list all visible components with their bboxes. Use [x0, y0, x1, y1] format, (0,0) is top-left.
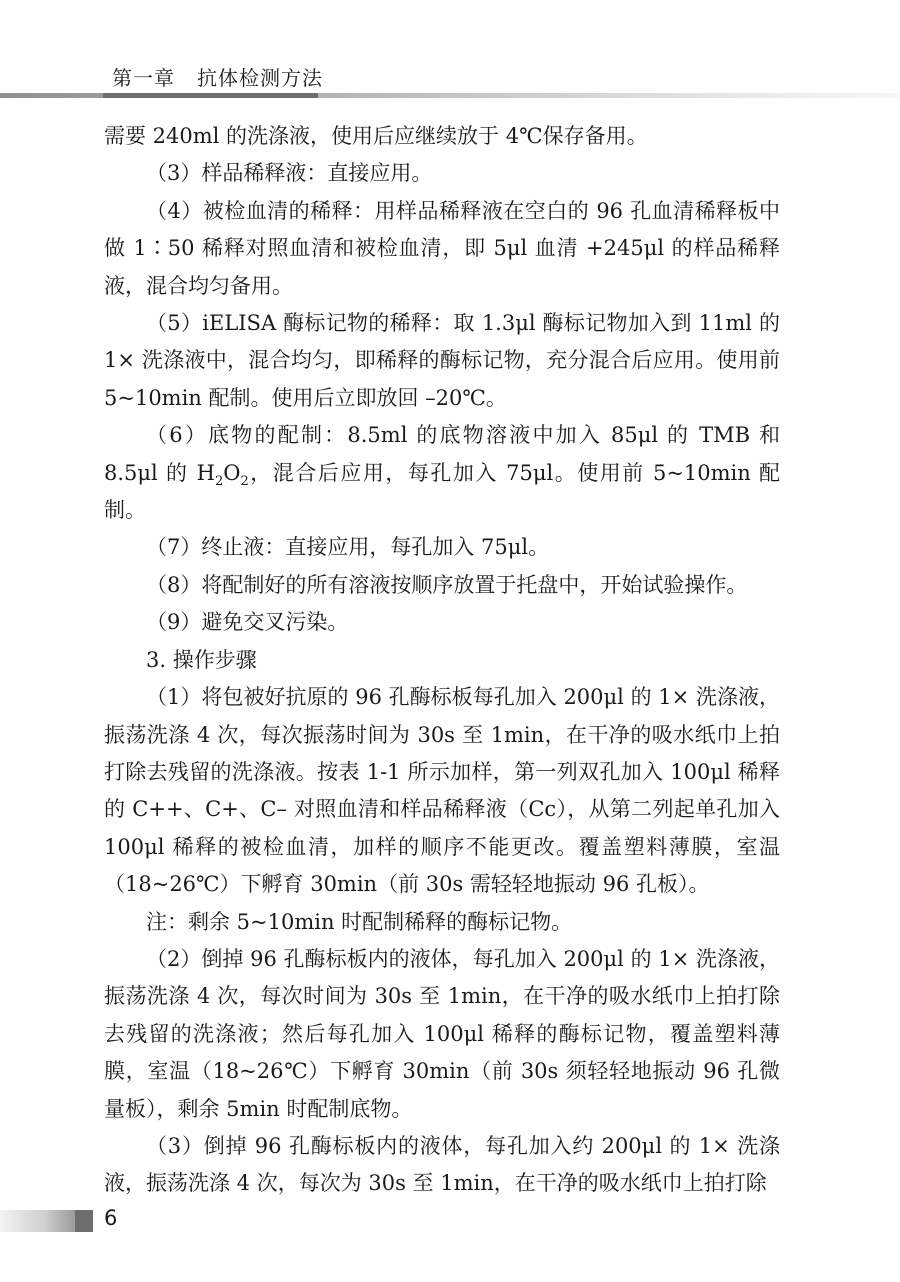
substrate-text-b: O [223, 460, 241, 485]
paragraph-avoid-contamination: （9）避免交叉污染。 [146, 610, 349, 635]
page-number: 6 [104, 1206, 118, 1230]
header-rule-accent [103, 93, 318, 98]
paragraph-substrate-prep [104, 417, 780, 529]
section-heading-procedure: 3. 操作步骤 [146, 647, 257, 672]
paragraph-step-3: （3）倒掉 96 孔酶标板内的液体，每孔加入约 200μl 的 1× 洗涤液，振荡洗涤 4 次，每次为 30s 至 1min，在干净的吸水纸巾上拍打除 [104, 1133, 780, 1196]
body-text [104, 118, 780, 1203]
footer-bar-accent [75, 1210, 93, 1232]
paragraph-step-2: （2）倒掉 96 孔酶标板内的液体，每孔加入 200μl 的 1× 洗涤液，振荡洗涤 4 次，每次时间为 30s 至 1min，在干净的吸水纸巾上拍打除去残留的洗涤液；然后每孔加入 100μl 稀释的酶标记物，覆盖塑料薄膜，室温（18~26℃）下孵育 30min（前 30s 须轻轻地振动 96 孔微量板），剩余 5min 时配制底物。 [104, 946, 780, 1121]
chapter-title: 抗体检测方法 [197, 66, 323, 90]
paragraph-continued: 需要 240ml 的洗涤液，使用后应继续放于 4℃保存备用。 [104, 124, 648, 148]
substrate-text-c: ，混合后应用，每孔加入 75μl。使用前 5~10min 配制。 [104, 460, 780, 523]
paragraph-arrange-solutions: （8）将配制好的所有溶液按顺序放置于托盘中，开始试验操作。 [146, 572, 748, 597]
subscript-2b: 2 [240, 473, 249, 489]
substrate-text-a: （6）底物的配制：8.5ml 的底物溶液中加入 85μl 的 TMB 和 8.5μl 的 H [104, 423, 780, 485]
paragraph-sample-diluent: （3）样品稀释液：直接应用。 [146, 161, 433, 186]
paragraph-stop-solution: （7）终止液：直接应用，每孔加入 75μl。 [146, 535, 550, 560]
page-header [0, 0, 900, 100]
paragraph-note: 注：剩余 5~10min 时配制稀释的酶标记物。 [146, 909, 573, 934]
page-footer [0, 1206, 900, 1236]
paragraph-step-1: （1）将包被好抗原的 96 孔酶标板每孔加入 200μl 的 1× 洗涤液，振荡洗涤 4 次，每次振荡时间为 30s 至 1min，在干净的吸水纸巾上拍打除去残留的洗涤液。按表 1-1 所示加样，第一列双孔加入 100μl 稀释的 C++、C+、C– 对照血清和样品稀释液（Cc），从第二列起单孔加入 100μl 稀释的被检血清，加样的顺序不能更改。覆盖塑料薄膜，室温（18~26℃）下孵育 30min（前 30s 需轻轻地振动 96 孔板）。 [104, 685, 780, 897]
footer-bar [0, 1210, 75, 1232]
paragraph-serum-dilution: （4）被检血清的稀释：用样品稀释液在空白的 96 孔血清稀释板中做 1∶50 稀释对照血清和被检血清，即 5μl 血清 +245μl 的样品稀释液，混合均匀备用。 [104, 198, 780, 298]
paragraph-enzyme-dilution: （5）iELISA 酶标记物的稀释：取 1.3μl 酶标记物加入到 11ml 的 1× 洗涤液中，混合均匀，即稀释的酶标记物，充分混合后应用。使用前 5~10min 配制。使用后立即放回 –20℃。 [104, 311, 780, 410]
running-head [112, 62, 323, 91]
chapter-label: 第一章 [112, 66, 175, 90]
subscript-2a: 2 [214, 473, 224, 489]
